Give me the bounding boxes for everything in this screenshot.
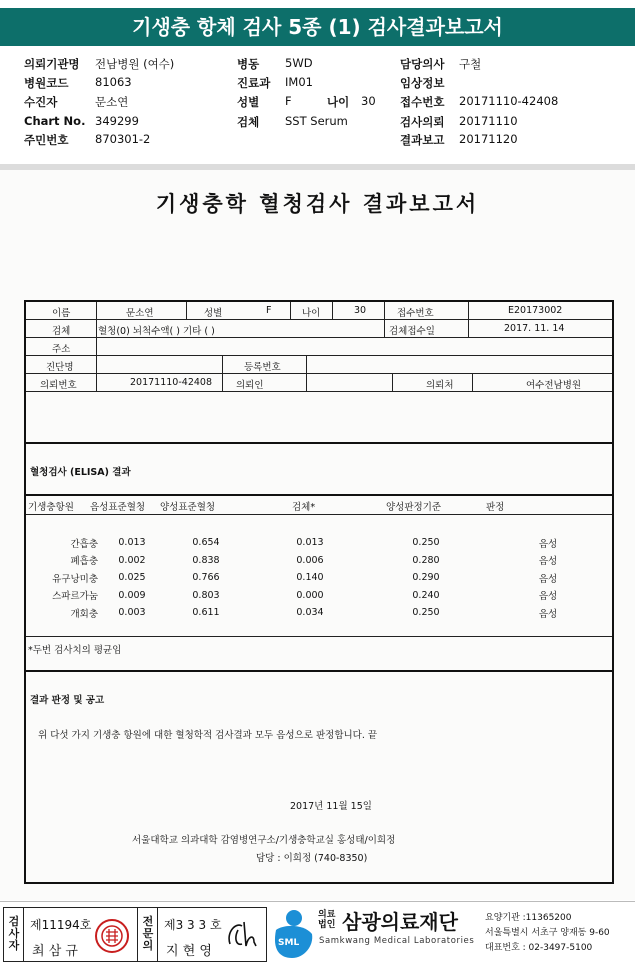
grid-line	[186, 302, 187, 320]
positive-control: 0.611	[192, 607, 220, 619]
inspector-license: 제11194호	[30, 918, 92, 932]
grid-line	[472, 374, 473, 391]
conclusion-heading: 결과 판정 및 공고	[30, 695, 105, 706]
result-judgement: 음성	[538, 608, 558, 620]
issuing-institution: 서울대학교 의과대학 감염병연구소/기생충학교실 홍성태/이희정	[132, 835, 396, 846]
sample-value: 0.000	[296, 589, 324, 601]
scanned-report	[0, 170, 635, 900]
negative-control: 0.013	[118, 537, 146, 549]
field-label: 검체	[237, 115, 260, 129]
org-phone: 대표번호 : 02-3497-5100	[485, 943, 593, 953]
antigen-name: 개회충	[70, 608, 98, 620]
specialist-name: 지 현 영	[166, 944, 212, 959]
field-value: 20171120	[459, 132, 518, 146]
grid-line	[290, 302, 291, 320]
grid-line	[392, 374, 393, 391]
negative-control: 0.009	[118, 589, 146, 601]
field-value: 20171110	[459, 114, 518, 128]
contact-person: 담당 : 이희정 (740-8350)	[256, 853, 368, 864]
field-label: 나이	[327, 95, 350, 109]
field-value: IM01	[285, 75, 313, 89]
field-label: 담당의사	[400, 57, 445, 71]
field-label: 임상정보	[400, 76, 445, 90]
cutoff-value: 0.280	[412, 554, 440, 566]
request-number: 20171110-42408	[130, 377, 213, 388]
field-label: 진료과	[237, 76, 271, 90]
inspector-name: 최 삼 규	[32, 944, 78, 959]
antigen-name: 유구낭미충	[52, 573, 98, 585]
grid-line	[332, 302, 333, 320]
field-value: 870301-2	[95, 132, 151, 146]
table-row	[26, 534, 612, 552]
positive-control: 0.838	[192, 554, 220, 566]
grid-line	[222, 356, 223, 391]
column-header: 양성표준혈청	[160, 502, 216, 513]
column-header: 기생충항원	[28, 502, 74, 513]
field-value: 20171110-42408	[459, 94, 559, 108]
logo-text: SML	[278, 938, 300, 948]
table-row	[26, 587, 612, 605]
field-label: 병동	[237, 57, 260, 71]
patient-age: 30	[354, 305, 367, 316]
footnote: *두번 검사치의 평균임	[28, 645, 122, 656]
column-header: 음성표준혈청	[90, 502, 146, 513]
scanned-report-title: 기생충학 혈청검사 결과보고서	[155, 191, 480, 216]
field-label: 결과보고	[400, 133, 445, 147]
cutoff-value: 0.240	[412, 589, 440, 601]
patient-sex: F	[266, 305, 272, 316]
sample-value: 0.013	[296, 537, 324, 549]
divider	[137, 908, 138, 961]
sample-value: 0.006	[296, 554, 324, 566]
form-label: 주소	[52, 344, 71, 355]
form-label: 등록번호	[244, 362, 281, 373]
form-label: 나이	[302, 308, 321, 319]
form-label: 성별	[204, 308, 223, 319]
requesting-hospital: 여수전남병원	[526, 380, 582, 391]
org-prefix: 의료 법인	[318, 910, 336, 930]
section-line	[26, 442, 612, 444]
section-line	[26, 494, 612, 496]
signature-icon	[224, 918, 262, 952]
grid-line	[26, 391, 612, 392]
org-english-name: Samkwang Medical Laboratories	[319, 936, 475, 946]
seal-stamp-icon	[94, 918, 130, 954]
conclusion-text: 위 다섯 가지 기생충 항원에 대한 혈청학적 검사결과 모두 음성으로 판정합니다. 끝	[38, 730, 378, 741]
elisa-results-table	[26, 534, 612, 622]
received-date: 2017. 11. 14	[504, 323, 565, 334]
field-value: 349299	[95, 114, 139, 128]
grid-line	[384, 302, 385, 338]
grid-line	[26, 373, 612, 374]
field-label: 주민번호	[24, 133, 69, 147]
result-judgement: 음성	[538, 538, 558, 550]
cutoff-value: 0.250	[412, 537, 440, 549]
inspector-label: 검 사 자	[8, 915, 20, 952]
report-header-meta	[0, 52, 635, 162]
report-title: 기생충 항체 검사 5종 (1) 검사결과보고서	[0, 8, 635, 46]
care-institution-number: 요양기관 :11365200	[485, 913, 572, 923]
field-label: 병원코드	[24, 76, 69, 90]
form-label: 검체접수일	[389, 326, 435, 337]
negative-control: 0.002	[118, 554, 146, 566]
sample-value: 0.034	[296, 607, 324, 619]
field-label: Chart No.	[24, 114, 86, 128]
grid-line	[26, 514, 612, 515]
form-label: 진단명	[46, 362, 74, 373]
grid-line	[26, 355, 612, 356]
field-label: 성별	[237, 95, 260, 109]
antigen-name: 스파르가눔	[52, 591, 98, 603]
cutoff-value: 0.290	[412, 572, 440, 584]
negative-control: 0.025	[118, 572, 146, 584]
result-judgement: 음성	[538, 556, 558, 568]
footer	[0, 901, 635, 970]
positive-control: 0.766	[192, 572, 220, 584]
field-value: 전남병원 (여수)	[95, 57, 175, 71]
field-label: 수진자	[24, 95, 58, 109]
result-judgement: 음성	[538, 591, 558, 603]
receipt-number: E20173002	[508, 305, 563, 316]
grid-line	[468, 302, 469, 338]
column-header: 양성판정기준	[386, 502, 442, 513]
form-label: 검체	[52, 326, 71, 337]
form-label: 의뢰처	[426, 380, 454, 391]
positive-control: 0.803	[192, 589, 220, 601]
org-address: 서울특별시 서초구 양재동 9-60	[485, 928, 610, 938]
sml-logo-icon	[270, 908, 316, 962]
field-value: 문소연	[95, 95, 129, 109]
table-row	[26, 604, 612, 622]
grid-line	[96, 302, 97, 391]
signature-box	[3, 907, 267, 962]
result-form	[24, 300, 614, 884]
field-value: 5WD	[285, 56, 313, 70]
form-label: 접수번호	[397, 308, 434, 319]
table-row	[26, 569, 612, 587]
org-name: 삼광의료재단	[342, 910, 458, 934]
specialist-license: 제3 3 3 호	[164, 918, 222, 932]
elisa-heading: 혈청검사 (ELISA) 결과	[30, 467, 131, 478]
report-date: 2017년 11월 15일	[290, 801, 372, 812]
field-label: 검사의뢰	[400, 115, 445, 129]
antigen-name: 간흡충	[70, 538, 98, 550]
grid-line	[26, 319, 612, 320]
form-label: 의뢰번호	[40, 380, 77, 391]
grid-line	[306, 356, 307, 391]
grid-line	[26, 636, 612, 637]
field-value: F	[285, 94, 292, 108]
column-header: 검체*	[292, 502, 316, 513]
field-label: 의뢰기관명	[24, 57, 80, 71]
field-value: SST Serum	[285, 114, 348, 128]
column-header: 판정	[486, 502, 505, 513]
negative-control: 0.003	[118, 607, 146, 619]
field-value: 구철	[459, 57, 482, 71]
field-label: 접수번호	[400, 95, 445, 109]
sample-value: 0.140	[296, 572, 324, 584]
specimen-type: 혈청(0) 뇌척수액( ) 기타 ( )	[98, 326, 215, 337]
antigen-name: 폐흡충	[70, 556, 98, 568]
grid-line	[26, 337, 612, 338]
table-row	[26, 552, 612, 570]
field-value: 81063	[95, 75, 132, 89]
form-label: 이름	[52, 308, 71, 319]
patient-name: 문소연	[126, 308, 154, 319]
divider	[23, 908, 24, 961]
positive-control: 0.654	[192, 537, 220, 549]
cutoff-value: 0.250	[412, 607, 440, 619]
section-line	[26, 670, 612, 672]
form-label: 의뢰인	[236, 380, 264, 391]
result-judgement: 음성	[538, 573, 558, 585]
specialist-label: 전 문 의	[142, 915, 154, 952]
divider	[157, 908, 158, 961]
field-value: 30	[361, 94, 376, 108]
